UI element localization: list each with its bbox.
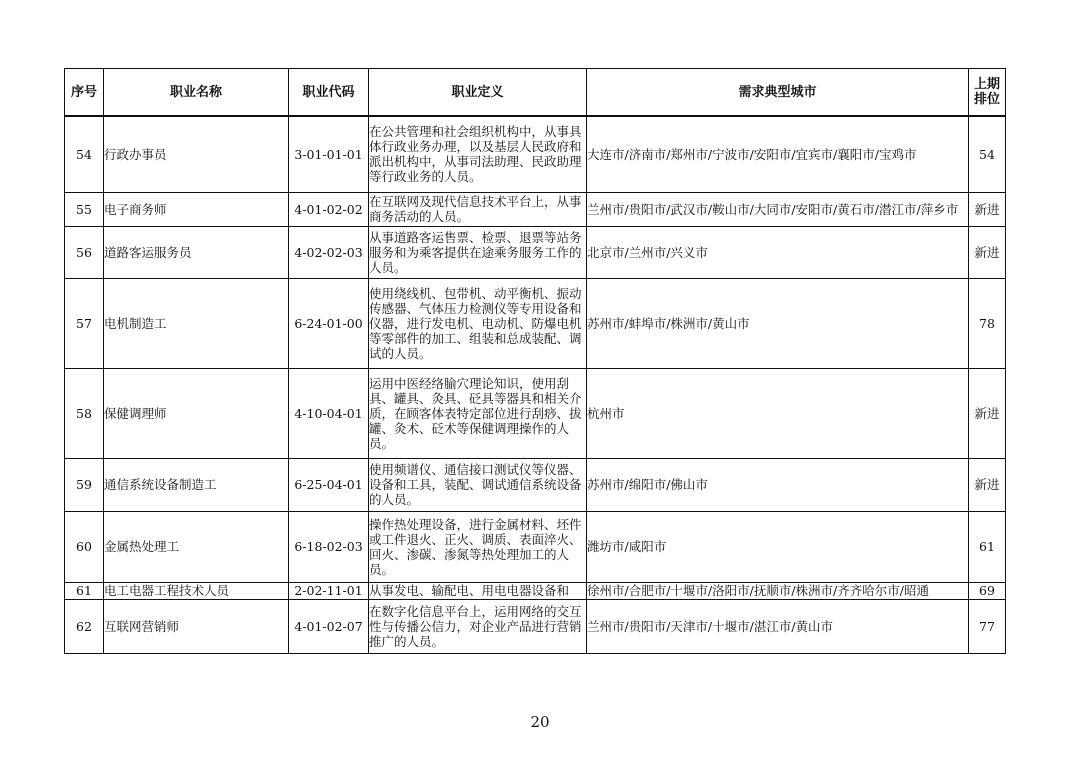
row-no: 56 (65, 226, 104, 278)
row-name: 电工电器工程技术人员 (104, 582, 289, 599)
row-cities: 苏州市/绵阳市/佛山市 (587, 458, 969, 511)
row-no: 58 (65, 368, 104, 458)
table-header-row (65, 69, 1006, 117)
row-rank: 新进 (969, 458, 1006, 511)
row-name: 互联网营销师 (104, 599, 289, 653)
row-code: 4-02-02-03 (289, 226, 369, 278)
row-cities: 潍坊市/咸阳市 (587, 511, 969, 582)
row-cities: 大连市/济南市/郑州市/宁波市/安阳市/宜宾市/襄阳市/宝鸡市 (587, 116, 969, 192)
header-definition: 职业定义 (369, 69, 587, 117)
row-cities: 兰州市/贵阳市/武汉市/鞍山市/大同市/安阳市/黄石市/潜江市/萍乡市 (587, 192, 969, 226)
row-no: 59 (65, 458, 104, 511)
row-name: 电机制造工 (104, 278, 289, 368)
table-row (65, 458, 1006, 511)
row-code: 3-01-01-01 (289, 116, 369, 192)
row-rank: 54 (969, 116, 1006, 192)
header-rank: 上期排位 (969, 69, 1006, 117)
table-row (65, 278, 1006, 368)
row-no: 60 (65, 511, 104, 582)
table-row (65, 582, 1006, 599)
row-name: 行政办事员 (104, 116, 289, 192)
row-definition: 使用频谱仪、通信接口测试仪等仪器、设备和工具，装配、调试通信系统设备的人员。 (369, 458, 587, 511)
row-cities: 兰州市/贵阳市/天津市/十堰市/湛江市/黄山市 (587, 599, 969, 653)
row-definition: 在公共管理和社会组织机构中，从事具体行政业务办理，以及基层人民政府和派出机构中，从事司法助理、民政助理等行政业务的人员。 (369, 116, 587, 192)
row-definition: 在互联网及现代信息技术平台上，从事商务活动的人员。 (369, 192, 587, 226)
row-name: 保健调理师 (104, 368, 289, 458)
row-rank: 69 (969, 582, 1006, 599)
row-no: 55 (65, 192, 104, 226)
row-definition: 在数字化信息平台上，运用网络的交互性与传播公信力，对企业产品进行营销推广的人员。 (369, 599, 587, 653)
header-no: 序号 (65, 69, 104, 117)
row-code: 6-24-01-00 (289, 278, 369, 368)
page-number: 20 (530, 713, 550, 731)
table-row (65, 511, 1006, 582)
row-no: 57 (65, 278, 104, 368)
row-definition: 运用中医经络腧穴理论知识，使用刮具、罐具、灸具、砭具等器具和相关介质，在顾客体表特定部位进行刮痧、拔罐、灸术、砭术等保健调理操作的人员。 (369, 368, 587, 458)
row-code: 6-18-02-03 (289, 511, 369, 582)
header-code: 职业代码 (289, 69, 369, 117)
row-definition: 操作热处理设备，进行金属材料、坯件或工件退火、正火、调质、表面淬火、回火、渗碳、渗氮等热处理加工的人员。 (369, 511, 587, 582)
occupation-table (64, 68, 1006, 654)
row-cities: 徐州市/合肥市/十堰市/洛阳市/抚顺市/株洲市/齐齐哈尔市/昭通 (587, 582, 969, 599)
table-row (65, 116, 1006, 192)
row-name: 金属热处理工 (104, 511, 289, 582)
row-name: 道路客运服务员 (104, 226, 289, 278)
row-cities: 杭州市 (587, 368, 969, 458)
row-rank: 新进 (969, 226, 1006, 278)
row-code: 2-02-11-01 (289, 582, 369, 599)
row-definition: 从事发电、输配电、用电电器设备和 (369, 582, 587, 599)
row-rank: 77 (969, 599, 1006, 653)
row-definition: 使用绕线机、包带机、动平衡机、振动传感器、气体压力检测仪等专用设备和仪器，进行发电机、电动机、防爆电机等零部件的加工、组装和总成装配、调试的人员。 (369, 278, 587, 368)
row-code: 4-10-04-01 (289, 368, 369, 458)
row-name: 电子商务师 (104, 192, 289, 226)
row-no: 61 (65, 582, 104, 599)
row-code: 6-25-04-01 (289, 458, 369, 511)
table-row (65, 599, 1006, 653)
row-name: 通信系统设备制造工 (104, 458, 289, 511)
row-cities: 苏州市/蚌埠市/株洲市/黄山市 (587, 278, 969, 368)
row-no: 54 (65, 116, 104, 192)
table-row (65, 368, 1006, 458)
row-rank: 新进 (969, 368, 1006, 458)
header-cities: 需求典型城市 (587, 69, 969, 117)
table-row (65, 192, 1006, 226)
row-rank: 78 (969, 278, 1006, 368)
table-row (65, 226, 1006, 278)
row-cities: 北京市/兰州市/兴义市 (587, 226, 969, 278)
header-name: 职业名称 (104, 69, 289, 117)
row-definition: 从事道路客运售票、检票、退票等站务服务和为乘客提供在途乘务服务工作的人员。 (369, 226, 587, 278)
row-code: 4-01-02-07 (289, 599, 369, 653)
row-no: 62 (65, 599, 104, 653)
row-code: 4-01-02-02 (289, 192, 369, 226)
row-rank: 61 (969, 511, 1006, 582)
row-rank: 新进 (969, 192, 1006, 226)
